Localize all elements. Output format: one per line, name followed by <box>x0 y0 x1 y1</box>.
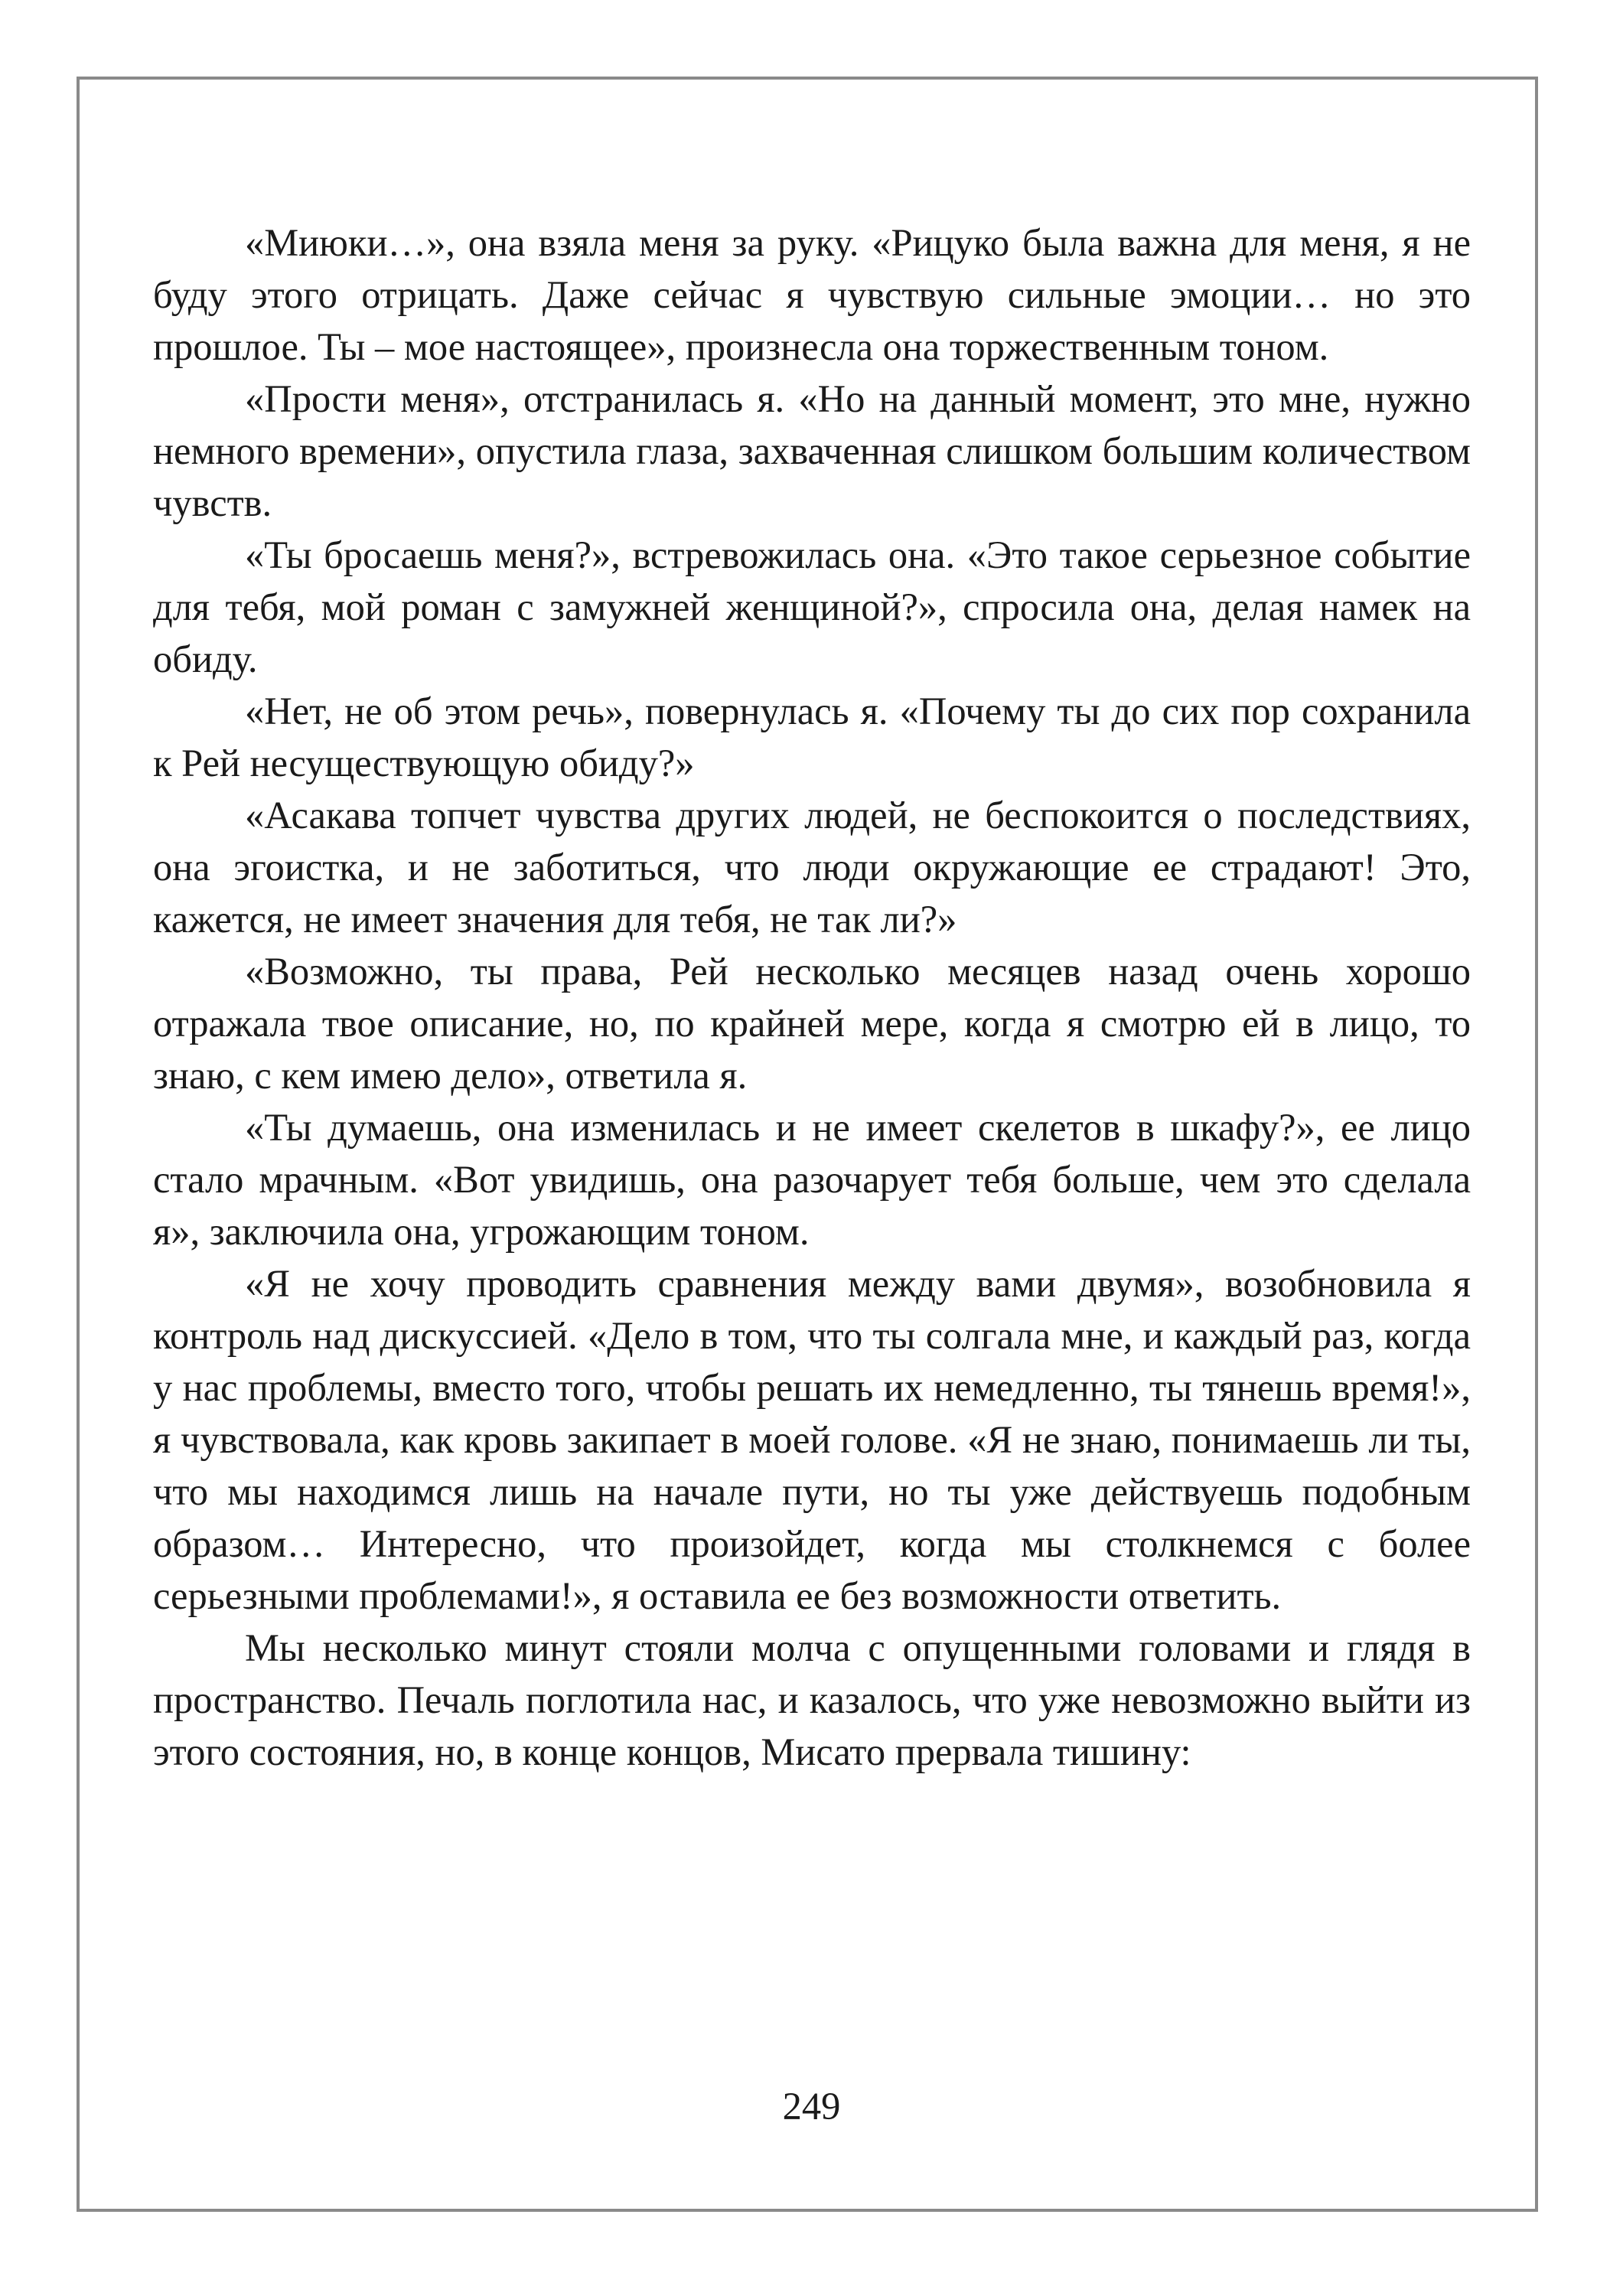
body-text <box>153 217 1471 1778</box>
paragraph: «Ты думаешь, она изменилась и не имеет скелетов в шкафу?», ее лицо стало мрачным. «Вот увидишь, она разочарует тебя больше, чем это сделала я», заключила она, угрожающим тоном. <box>153 1106 1471 1253</box>
paragraph: «Асакава топчет чувства других людей, не беспокоится о последствиях, она эгоистка, и не заботиться, что люди окружающие ее страдают! Это, кажется, не имеет значения для тебя, не так ли?» <box>153 794 1471 941</box>
paragraph: «Возможно, ты права, Рей несколько месяцев назад очень хорошо отражала твое описание, но, по крайней мере, когда я смотрю ей в лицо, то знаю, с кем имею дело», ответила я. <box>153 950 1471 1097</box>
paragraph: «Я не хочу проводить сравнения между вами двумя», возобновила я контроль над дискуссией. «Дело в том, что ты солгала мне, и каждый раз, когда у нас проблемы, вместо того, чтобы решать их немедленно, ты тянешь время!», я чувствовала, как кровь закипает в моей голове. «Я не знаю, понимаешь ли ты, что мы находимся лишь на начале пути, но ты уже действуешь подобным образом… Интересно, что произойдет, когда мы столкнемся с более серьезными проблемами!», я оставила ее без возможности ответить. <box>153 1262 1471 1617</box>
paragraph: «Прости меня», отстранилась я. «Но на данный момент, это мне, нужно немного времени», опустила глаза, захваченная слишком большим количеством чувств. <box>153 377 1471 524</box>
paragraph: «Миюки…», она взяла меня за руку. «Рицуко была важна для меня, я не буду этого отрицать. Даже сейчас я чувствую сильные эмоции… но это прошлое. Ты – мое настоящее», произнесла она торжественным тоном. <box>153 221 1471 368</box>
paragraph: «Нет, не об этом речь», повернулась я. «Почему ты до сих пор сохранила к Рей несуществующую обиду?» <box>153 690 1471 784</box>
paragraph: Мы несколько минут стояли молча с опущенными головами и глядя в пространство. Печаль поглотила нас, и казалось, что уже невозможно выйти из этого состояния, но, в конце концов, Мисато прервала тишину: <box>153 1626 1471 1773</box>
page-number: 249 <box>782 2085 841 2128</box>
paragraph: «Ты бросаешь меня?», встревожилась она. «Это такое серьезное событие для тебя, мой роман с замужней женщиной?», спросила она, делая намек на обиду. <box>153 533 1471 680</box>
